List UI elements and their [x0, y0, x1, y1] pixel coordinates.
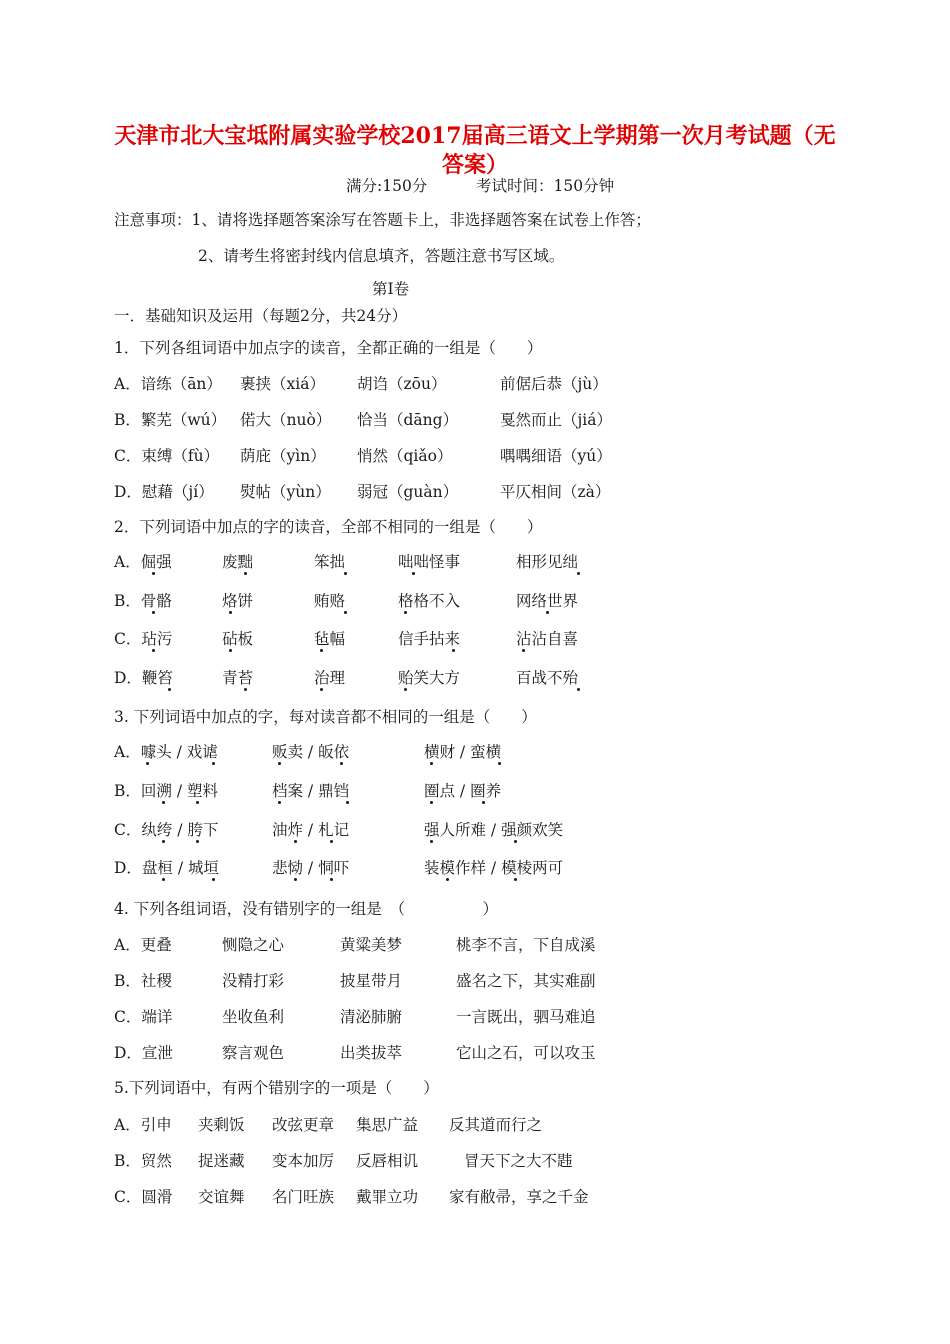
q3-b-item-1: B．回溯 / 塑料 [114, 782, 218, 800]
emphasis-dot [340, 762, 343, 765]
emphasis-dot [152, 649, 155, 652]
emphasis-dot [229, 611, 232, 614]
q1-d-item-4: 平仄相间（zà） [500, 483, 611, 501]
q3-a-item-1: A．噱头 / 戏谑 [114, 743, 218, 761]
q5-a-item-4: 集思广益 [356, 1116, 419, 1134]
emphasis-dot [320, 688, 323, 691]
emphasis-dot [212, 762, 215, 765]
q3-c-item-2: 油炸 / 札记 [272, 821, 350, 839]
q1-d-item-3: 弱冠（guàn） [357, 483, 459, 501]
q1-c-item-2: 荫庇（yìn） [240, 447, 326, 465]
q4-a-item-2: 恻隐之心 [222, 936, 285, 954]
note-1: 注意事项：1、请将选择题答案涂写在答题卡上，非选择题答案在试卷上作答； [114, 211, 651, 229]
exam-time: 考试时间：150分钟 [476, 177, 615, 195]
emphasis-dot [152, 611, 155, 614]
q5-a-item-3: 改弦更章 [272, 1116, 335, 1134]
q1-b-item-2: 偌大（nuò） [240, 411, 332, 429]
emphasis-dot [514, 840, 517, 843]
q5-b-item-1: B．贸然 [114, 1152, 172, 1170]
emphasis-dot [168, 688, 171, 691]
q4-d-item-4: 它山之石，可以攻玉 [456, 1044, 596, 1062]
q4-b-item-1: B．社稷 [114, 972, 172, 990]
q4-stem: 4. 下列各组词语，没有错别字的一组是 （ ） [114, 900, 498, 918]
q5-a-item-1: A．引申 [114, 1116, 172, 1134]
q5-c-item-1: C．圆滑 [114, 1188, 173, 1206]
q1-a-item-3: 胡诌（zōu） [357, 375, 447, 393]
q2-d-item-5: 百战不殆 [516, 669, 579, 687]
q2-a-item-5: 相形见绌 [516, 553, 579, 571]
emphasis-dot [498, 762, 501, 765]
emphasis-dot [294, 878, 297, 881]
q4-c-item-3: 清泌肺腑 [340, 1008, 403, 1026]
q1-a-item-2: 裹挟（xiá） [240, 375, 325, 393]
section-heading: 一．基础知识及运用（每题2分，共24分） [114, 307, 408, 325]
title-line-2: 答案） [441, 152, 508, 178]
q1-stem: 1．下列各组词语中加点字的读音，全都正确的一组是（ ） [114, 339, 543, 357]
q2-a-item-4: 咄咄怪事 [398, 553, 461, 571]
q3-d-item-2: 悲恸 / 恫吓 [272, 859, 350, 877]
q1-b-item-4: 戛然而止（jiá） [500, 411, 613, 429]
q4-b-item-3: 披星带月 [340, 972, 403, 990]
emphasis-dot [162, 840, 165, 843]
emphasis-dot [278, 762, 281, 765]
q2-b-item-2: 烙饼 [222, 592, 254, 610]
q2-d-item-2: 青苔 [222, 669, 254, 687]
q5-c-item-4: 戴罪立功 [356, 1188, 419, 1206]
emphasis-dot [278, 801, 281, 804]
emphasis-dot [522, 649, 525, 652]
q1-c-item-4: 喁喁细语（yú） [500, 447, 612, 465]
q2-c-item-3: 毡幅 [314, 630, 346, 648]
q5-stem: 5.下列词语中，有两个错别字的一项是（ ） [114, 1079, 439, 1097]
emphasis-dot [146, 762, 149, 765]
q3-b-item-2: 档案 / 鼎铛 [272, 782, 350, 800]
q5-c-item-3: 名门旺族 [272, 1188, 335, 1206]
full-score: 满分:150分 [346, 177, 428, 195]
q5-c-item-5: 家有敝帚，享之千金 [449, 1188, 589, 1206]
q3-a-item-2: 贩卖 / 皈依 [272, 743, 350, 761]
emphasis-dot [330, 878, 333, 881]
q4-b-item-4: 盛名之下，其实难副 [456, 972, 596, 990]
volume-heading: 第Ⅰ卷 [372, 280, 410, 298]
emphasis-dot [346, 801, 349, 804]
q5-a-item-5: 反其道而行之 [449, 1116, 543, 1134]
q2-stem: 2．下列词语中加点的字的读音，全部不相同的一组是（ ） [114, 518, 543, 536]
q3-d-item-1: D．盘桓 / 城垣 [114, 859, 220, 877]
q2-d-item-4: 贻笑大方 [398, 669, 461, 687]
emphasis-dot [577, 688, 580, 691]
q3-c-item-1: C．纨绔 / 胯下 [114, 821, 219, 839]
q4-a-item-4: 桃李不言，下自成溪 [456, 936, 596, 954]
emphasis-dot [430, 762, 433, 765]
emphasis-dot [412, 572, 415, 575]
q1-b-item-1: B．繁芜（wú） [114, 411, 227, 429]
q3-d-item-3: 装模作样 / 模棱两可 [424, 859, 564, 877]
emphasis-dot [320, 649, 323, 652]
q2-c-item-2: 砧板 [222, 630, 254, 648]
q2-c-item-4: 信手拈来 [398, 630, 461, 648]
q5-b-item-2: 捉迷藏 [198, 1152, 245, 1170]
q2-a-item-1: A．倔强 [114, 553, 172, 571]
emphasis-dot [330, 840, 333, 843]
q4-d-item-2: 察言观色 [222, 1044, 285, 1062]
emphasis-dot [404, 688, 407, 691]
emphasis-dot [294, 840, 297, 843]
q1-d-item-2: 熨帖（yùn） [240, 483, 331, 501]
emphasis-dot [152, 572, 155, 575]
q1-c-item-3: 悄然（qiǎo） [357, 447, 453, 465]
q4-a-item-1: A．更叠 [114, 936, 172, 954]
emphasis-dot [196, 801, 199, 804]
q1-a-item-1: A．谙练（ān） [114, 375, 222, 393]
note-2: 2、请考生将密封线内信息填齐，答题注意书写区域。 [198, 247, 565, 265]
emphasis-dot [244, 572, 247, 575]
emphasis-dot [196, 840, 199, 843]
emphasis-dot [452, 649, 455, 652]
q4-c-item-2: 坐收鱼利 [222, 1008, 285, 1026]
q1-a-item-4: 前倨后恭（jù） [500, 375, 608, 393]
q2-b-item-5: 网络世界 [516, 592, 579, 610]
q3-b-item-3: 圈点 / 圈养 [424, 782, 502, 800]
emphasis-dot [162, 801, 165, 804]
q5-a-item-2: 夹剩饭 [198, 1116, 245, 1134]
emphasis-dot [430, 801, 433, 804]
emphasis-dot [577, 572, 580, 575]
q4-c-item-4: 一言既出，驷马难追 [456, 1008, 596, 1026]
q2-d-item-1: D．鞭笞 [114, 669, 173, 687]
q4-d-item-1: D．宣泄 [114, 1044, 173, 1062]
emphasis-dot [430, 840, 433, 843]
emphasis-dot [404, 611, 407, 614]
title-line-1: 天津市北大宝坻附属实验学校2017届高三语文上学期第一次月考试题（无 [114, 123, 836, 149]
q2-b-item-1: B．骨骼 [114, 592, 172, 610]
emphasis-dot [229, 649, 232, 652]
emphasis-dot [344, 572, 347, 575]
emphasis-dot [244, 688, 247, 691]
q4-b-item-2: 没精打彩 [222, 972, 285, 990]
q2-d-item-3: 治理 [314, 669, 346, 687]
q2-a-item-3: 笨拙 [314, 553, 346, 571]
emphasis-dot [482, 801, 485, 804]
q1-b-item-3: 恰当（dāng） [357, 411, 459, 429]
emphasis-dot [344, 611, 347, 614]
q1-c-item-1: C．束缚（fù） [114, 447, 220, 465]
q3-c-item-3: 强人所难 / 强颜欢笑 [424, 821, 564, 839]
q5-b-item-4: 反唇相讥 [356, 1152, 419, 1170]
q2-c-item-1: C．玷污 [114, 630, 173, 648]
emphasis-dot [212, 878, 215, 881]
q2-b-item-4: 格格不入 [398, 592, 461, 610]
q5-b-item-3: 变本加厉 [272, 1152, 335, 1170]
emphasis-dot [546, 611, 549, 614]
q5-c-item-2: 交谊舞 [198, 1188, 245, 1206]
q4-c-item-1: C．端详 [114, 1008, 173, 1026]
q3-a-item-3: 横财 / 蛮横 [424, 743, 502, 761]
q2-c-item-5: 沾沾自喜 [516, 630, 579, 648]
emphasis-dot [162, 878, 165, 881]
emphasis-dot [446, 878, 449, 881]
q4-d-item-3: 出类拔萃 [340, 1044, 403, 1062]
emphasis-dot [514, 878, 517, 881]
q4-a-item-3: 黄粱美梦 [340, 936, 403, 954]
q2-b-item-3: 贿赂 [314, 592, 346, 610]
document-title [100, 122, 850, 180]
q1-d-item-1: D．慰藉（jí） [114, 483, 214, 501]
q5-b-item-5: 冒天下之大不韪 [464, 1152, 573, 1170]
q2-a-item-2: 废黜 [222, 553, 254, 571]
q3-stem: 3. 下列词语中加点的字，每对读音都不相同的一组是（ ） [114, 708, 537, 726]
